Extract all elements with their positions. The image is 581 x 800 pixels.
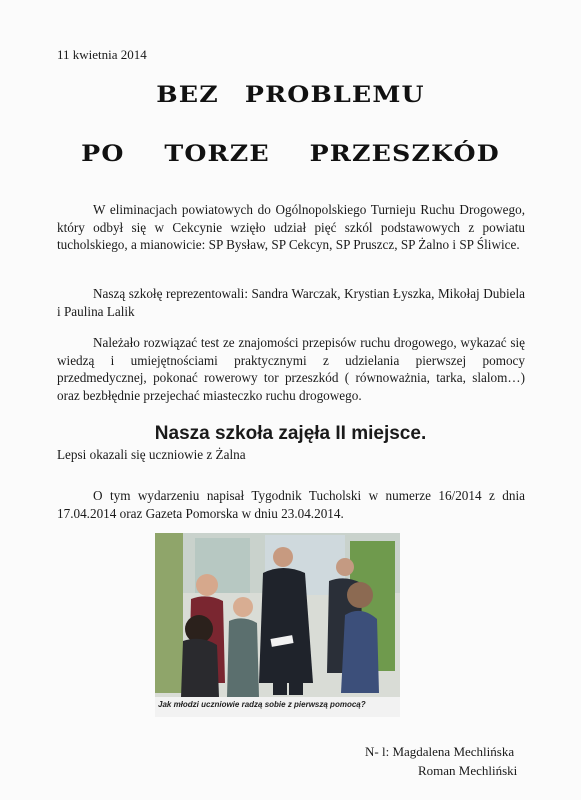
paragraph-text: Naszą szkołę reprezentowali: Sandra Warczak, Krystian Łyszka, Mikołaj Dubiela i Paulina Lalik (57, 286, 525, 319)
paragraph-tasks (57, 334, 525, 404)
newspaper-photo (155, 533, 400, 717)
photo-illustration (155, 533, 400, 717)
signature-line-2: Roman Mechliński (418, 763, 518, 778)
paragraph-intro (57, 201, 525, 254)
photo-caption: Jak młodzi uczniowie radzą sobie z pierwszą pomocą? (158, 700, 366, 709)
paragraph-text: Należało rozwiązać test ze znajomości przepisów ruchu drogowego, wykazać się wiedzą i umiejętnościami praktycznymi z udzielania pierwszej pomocy przedmedycznej, pokonać rowerowy tor przeszkód ( równoważnia, tarka, slalom…) oraz bezbłędnie przejechać miasteczko ruchu drogowego. (57, 335, 525, 403)
paragraph-text: W eliminacjach powiatowych do Ogólnopolskiego Turnieju Ruchu Drogowego, który odbył się w Cekcynie wzięło udział pięć szkól podstawowych z powiatu tucholskiego, a mianowicie: SP Bysław, SP Cekcyn, SP Pruszcz, SP Żalno i SP Śliwice. (57, 202, 525, 252)
result-subline: Lepsi okazali się uczniowie z Żalna (57, 447, 246, 462)
paragraph-team (57, 285, 525, 320)
paragraph-press (57, 487, 525, 522)
title-line-2: PO TORZE PRZESZKÓD (81, 141, 500, 167)
title-line-1: BEZ PROBLEMU (156, 82, 425, 108)
paragraph-text: O tym wydarzeniu napisał Tygodnik Tucholski w numerze 16/2014 z dnia 17.04.2014 oraz Gazeta Pomorska w dniu 23.04.2014. (57, 488, 525, 521)
result-headline: Nasza szkoła zajęła II miejsce. (154, 423, 427, 444)
date: 11 kwietnia 2014 (57, 47, 147, 62)
signature (365, 742, 517, 780)
signature-line-1: N- l: Magdalena Mechlińska (365, 744, 515, 759)
